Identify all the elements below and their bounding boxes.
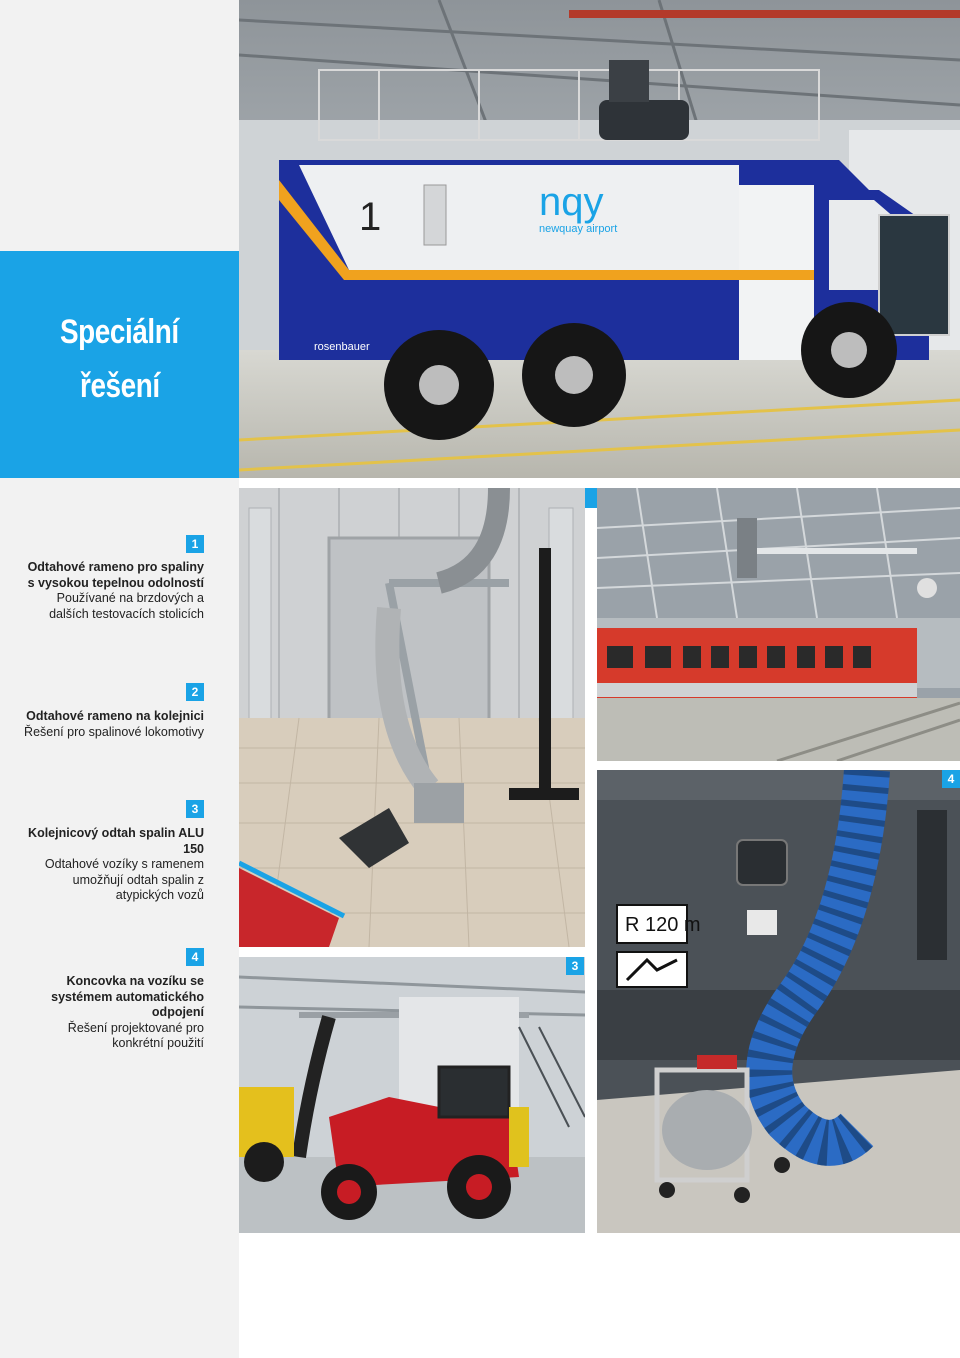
page-title-line-1: Speciální bbox=[60, 313, 179, 351]
caption-2-number: 2 bbox=[186, 683, 204, 701]
photo-label-4: 4 bbox=[942, 770, 960, 788]
photo-label-3: 3 bbox=[566, 957, 584, 975]
caption-3-body: Odtahové vozíky s ramenem umožňují odtah spalin z atypických vozů bbox=[44, 857, 204, 902]
photo-1-exhaust-arm bbox=[239, 488, 585, 947]
photo-4-locomotive-hose bbox=[597, 770, 960, 1233]
caption-3-number: 3 bbox=[186, 800, 204, 818]
hero-photo-fire-truck bbox=[239, 0, 960, 478]
caption-1-body: Používané na brzdových a dalších testovacích stolicích bbox=[49, 591, 204, 621]
title-panel bbox=[0, 251, 239, 478]
loco-speed-sign: R 120 m bbox=[625, 914, 701, 936]
caption-3-heading: Kolejnicový odtah spalin ALU 150 bbox=[28, 826, 204, 856]
caption-2-body: Řešení pro spalinové lokomotivy bbox=[24, 724, 204, 739]
caption-4-heading: Koncovka na vozíku se systémem automatického odpojení bbox=[51, 974, 204, 1019]
caption-1-heading: Odtahové rameno pro spaliny s vysokou tepelnou odolností bbox=[27, 560, 204, 590]
truck-brand-subtitle: newquay airport bbox=[539, 223, 618, 235]
truck-maker-label: rosenbauer bbox=[314, 341, 370, 353]
truck-brand-logo: nqy bbox=[539, 180, 604, 224]
caption-1 bbox=[20, 560, 204, 622]
page-title-line-2: řešení bbox=[80, 367, 160, 405]
caption-4 bbox=[20, 974, 204, 1052]
caption-3 bbox=[20, 826, 204, 904]
caption-1-number: 1 bbox=[186, 535, 204, 553]
left-column bbox=[0, 0, 239, 1358]
photo-2-rail-depot bbox=[597, 488, 960, 761]
photo-3-wheel-loader bbox=[239, 957, 585, 1233]
truck-door-number: 1 bbox=[359, 195, 382, 239]
caption-4-body: Řešení projektované pro konkrétní použití bbox=[67, 1020, 204, 1050]
caption-2 bbox=[20, 709, 204, 740]
caption-4-number: 4 bbox=[186, 948, 204, 966]
caption-2-heading: Odtahové rameno na kolejnici bbox=[26, 709, 204, 723]
